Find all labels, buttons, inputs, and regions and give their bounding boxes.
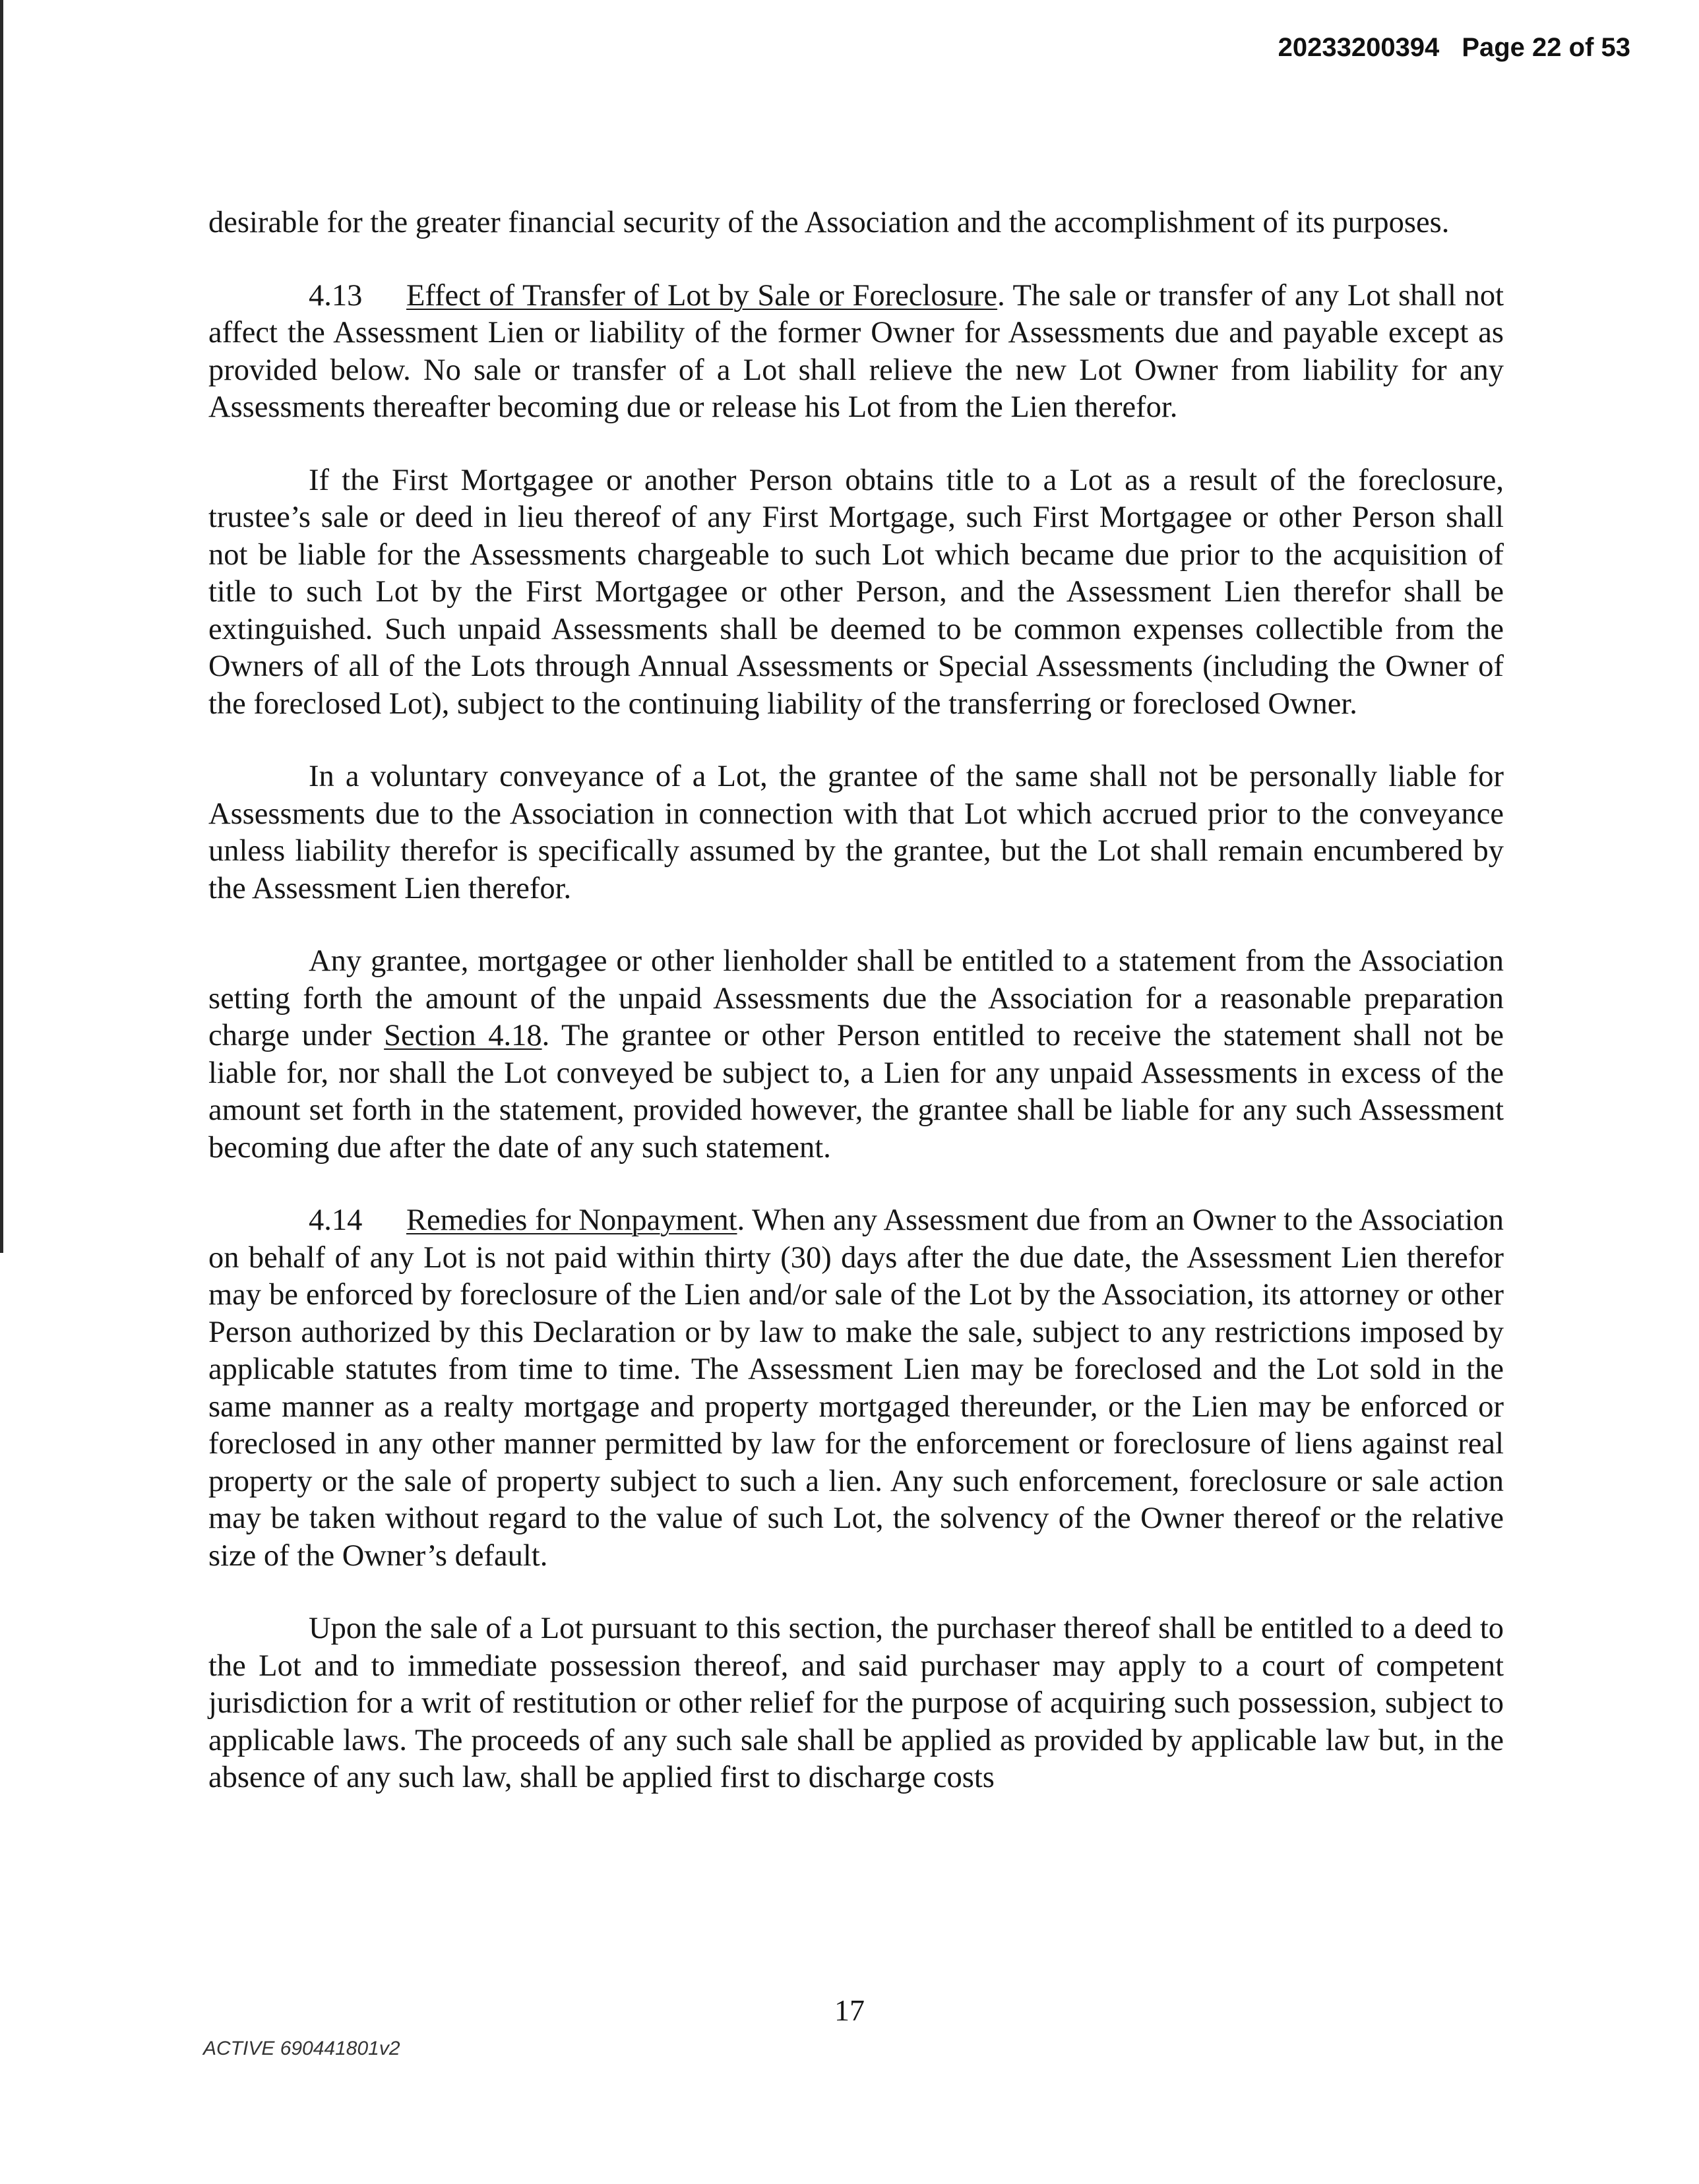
section-body: . When any Assessment due from an Owner to the Association on behalf of any Lot is not paid within thirty (30) days after the due date, the Assessment Lien therefor may be enforced by foreclosure of the Lien and/or sale of the Lot by the Association, its attorney or other Person authorized by this Declaration or by law to make the sale, subject to any restrictions imposed by applicable statutes from time to time. The Assessment Lien may be foreclosed and the Lot sold in the same manner as a realty mortgage and property mortgaged thereunder, or the Lien may be enforced or foreclosed in any other manner permitted by law for the enforcement or foreclosure of liens against real property or the sale of property subject to such a lien. Any such enforcement, foreclosure or sale action may be taken without regard to the value of such Lot, the solvency of the Owner thereof or the relative size of the Owner’s default. bbox=[208, 1203, 1504, 1573]
section-body: . The sale or transfer of any Lot shall not affect the Assessment Lien or liability of the former Owner for Assessments due and payable except as provided below. No sale or transfer of a Lot shall relieve the new Lot Owner from liability for any Assessments thereafter becoming due or release his Lot from the Lien therefor. bbox=[208, 278, 1504, 424]
paragraph-foreclosure-title: If the First Mortgagee or another Person obtains title to a Lot as a result of the foreclosure, trustee’s sale or deed in lieu thereof of any First Mortgage, such First Mortgagee or other Person shall not be liable for the Assessments chargeable to such Lot which became due prior to the acquisition of title to such Lot by the First Mortgagee or other Person, and the Assessment Lien therefor shall be extinguished. Such unpaid Assessments shall be deemed to be common expenses collectible from the Owners of all of the Lots through Annual Assessments or Special Assessments (including the Owner of the foreclosed Lot), subject to the continuing liability of the transferring or foreclosed Owner. bbox=[208, 463, 1504, 721]
document-number: 20233200394 bbox=[1278, 33, 1440, 62]
document-body bbox=[208, 204, 1504, 1833]
page-edge-rule bbox=[0, 0, 3, 1253]
statement-text: Any grantee, mortgagee or other lienholder shall be entitled to a statement from the Association setting forth the amount of the unpaid Assessments due the Association for a reasonable preparation charge under bbox=[208, 944, 1504, 1052]
section-title: Remedies for Nonpayment bbox=[406, 1203, 737, 1237]
section-4-13 bbox=[208, 278, 1504, 427]
paragraph-statement bbox=[208, 943, 1504, 1167]
document-reference: ACTIVE 690441801v2 bbox=[203, 2038, 400, 2059]
section-reference-link: Section 4.18 bbox=[384, 1019, 542, 1052]
paragraph-sale-of-lot: Upon the sale of a Lot pursuant to this section, the purchaser thereof shall be entitled to a deed to the Lot and to immediate possession thereof, and said purchaser may apply to a court of competent jurisdiction for a writ of restitution or other relief for the purpose of acquiring such possession, subject to applicable laws. The proceeds of any such sale shall be applied as provided by applicable law but, in the absence of any such law, shall be applied first to discharge costs bbox=[208, 1612, 1504, 1794]
section-number: 4.14 bbox=[309, 1203, 363, 1237]
section-4-14 bbox=[208, 1202, 1504, 1575]
statement-text-continued: . The grantee or other Person entitled to receive the statement shall not be liable for, nor shall the Lot conveyed be subject to, a Lien for any unpaid Assessments in excess of the amount set forth in the statement, provided however, the grantee shall be liable for any such Assessment becoming due after the date of any such statement. bbox=[208, 1019, 1504, 1165]
paragraph-continuation: desirable for the greater financial security of the Association and the accomplishment of its purposes. bbox=[208, 206, 1450, 239]
page-header bbox=[1278, 33, 1630, 63]
paragraph-voluntary-conveyance: In a voluntary conveyance of a Lot, the grantee of the same shall not be personally liable for Assessments due to the Association in connection with that Lot which accrued prior to the conveyance unless liability therefor is specifically assumed by the grantee, but the Lot shall remain encumbered by the Assessment Lien therefor. bbox=[208, 760, 1504, 905]
page-label: Page 22 of 53 bbox=[1462, 33, 1630, 62]
section-number: 4.13 bbox=[309, 278, 363, 313]
section-title: Effect of Transfer of Lot by Sale or Foreclosure bbox=[406, 278, 998, 313]
page-number: 17 bbox=[834, 1993, 865, 2027]
